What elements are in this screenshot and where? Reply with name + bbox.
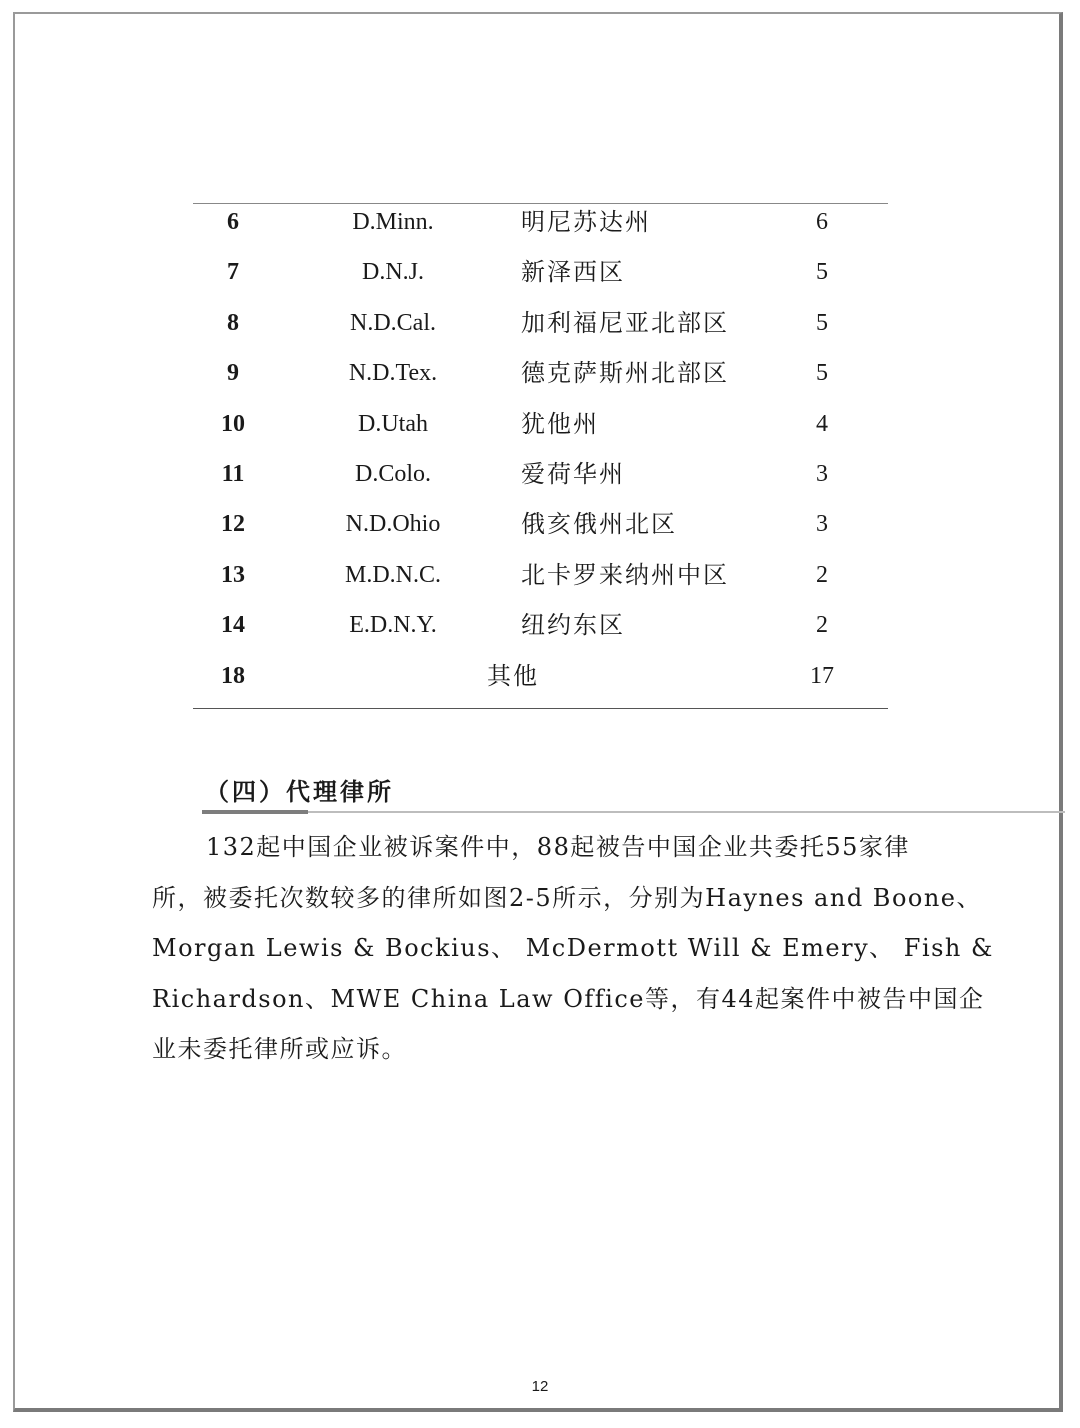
row-district-name: 爱荷华州 — [521, 459, 625, 488]
section-underline-dark — [202, 810, 308, 814]
row-court-abbr: D.N.J. — [361, 259, 424, 286]
section-underline-light — [308, 811, 1065, 813]
row-district-name: 德克萨斯州北部区 — [521, 359, 729, 388]
table-row — [193, 456, 888, 506]
row-rank: 8 — [227, 309, 239, 336]
table-row — [193, 406, 888, 456]
row-rank: 6 — [227, 209, 239, 235]
row-court-abbr: D.Colo. — [354, 460, 431, 487]
row-count: 3 — [816, 511, 828, 538]
table-row — [193, 305, 888, 355]
row-court-abbr: N.D.Ohio — [345, 511, 441, 538]
row-court-abbr: D.Minn. — [352, 209, 434, 235]
paragraph-line: 132起中国企业被诉案件中，88起被告中国企业共委托55家律 — [206, 833, 910, 861]
row-count: 2 — [816, 561, 828, 588]
row-district-name: 明尼苏达州 — [521, 208, 651, 236]
row-others-label: 其他 — [487, 661, 539, 690]
row-court-abbr: N.D.Tex. — [348, 360, 438, 387]
row-count: 2 — [816, 612, 828, 639]
row-rank: 9 — [227, 360, 239, 387]
paragraph-line: Richardson、MWE China Law Office等，有44起案件中被告中国企 — [152, 984, 985, 1013]
row-district-name: 新泽西区 — [521, 258, 625, 287]
row-district-name: 纽约东区 — [521, 611, 625, 640]
paragraph-line: 所，被委托次数较多的律所如图2-5所示，分别为Haynes and Boone、 — [152, 883, 983, 912]
table-row — [193, 204, 888, 254]
table-row — [193, 254, 888, 304]
table-row — [193, 607, 888, 657]
paragraph-line: Morgan Lewis & Bockius、 McDermott Will & Emery、 Fish & — [152, 934, 994, 962]
row-rank: 10 — [221, 410, 245, 437]
row-court-abbr: M.D.N.C. — [344, 561, 441, 588]
table-row — [193, 506, 888, 556]
row-rank: 12 — [221, 511, 245, 538]
row-district-name: 俄亥俄州北区 — [521, 510, 677, 539]
row-district-name: 犹他州 — [521, 409, 599, 438]
row-court-abbr: N.D.Cal. — [350, 309, 436, 336]
row-count: 6 — [816, 209, 828, 235]
row-count: 5 — [816, 259, 828, 286]
row-rank: 18 — [221, 662, 245, 689]
row-rank: 7 — [227, 259, 239, 286]
district-table — [193, 203, 888, 709]
table-row — [193, 355, 888, 405]
table-body — [193, 204, 888, 658]
table-row — [193, 557, 888, 607]
table-row-others — [193, 658, 888, 708]
row-count: 4 — [816, 410, 828, 437]
row-court-abbr: D.Utah — [358, 410, 428, 437]
row-rank: 14 — [221, 612, 245, 639]
row-count: 3 — [816, 460, 828, 487]
row-district-name: 加利福尼亚北部区 — [521, 308, 729, 337]
paragraph-line: 业未委托律所或应诉。 — [152, 1035, 407, 1063]
page-number: 12 — [531, 1378, 549, 1395]
row-rank: 13 — [221, 561, 245, 588]
row-district-name: 北卡罗来纳州中区 — [521, 560, 729, 589]
row-rank: 11 — [221, 460, 245, 487]
section-paragraph — [152, 822, 994, 1075]
row-count: 5 — [816, 309, 828, 336]
row-count: 5 — [816, 360, 828, 387]
row-count: 17 — [810, 662, 834, 689]
section-heading: （四）代理律所 — [205, 777, 394, 806]
row-court-abbr: E.D.N.Y. — [349, 612, 437, 639]
table-bottom-rule — [193, 708, 888, 709]
